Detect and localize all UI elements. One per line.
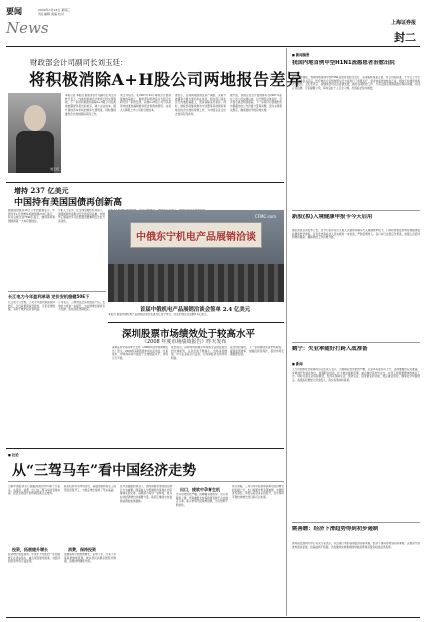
expo-caption: 首届中俄机电产品展销洽谈会签单 2.4 亿美元 <box>140 307 251 313</box>
market-headline: 深圳股票市场绩效处于较高水平 <box>122 329 256 340</box>
page-label: 封二 <box>394 31 416 44</box>
second-kicker: 增持 237 亿美元 <box>14 186 69 195</box>
editorial-col-4: 出口形势依然严峻，但降幅有望收窄。出口退税率上调、贸易融资支持等政策有助于企业稳定订单，新兴市场开拓取得进展，出口结构不断优化。 <box>176 493 228 508</box>
market-col-1: 深圳证券交易所昨日发布《2008年度市场绩效报告》显示，2008年深圳股票市场在流动性、交易成本、市场效率等方面处于全球较高水平，市场运行平稳。 <box>112 346 168 361</box>
expo-logo: 中俄东宁机电产品展销洽谈 <box>130 222 262 248</box>
sidebar-item-3-text: 人力资源和社会保障部有关负责人表示，当前就业形势依然严峻，失业率可能有所上升，各地要做好应对准备，多渠道开发就业岗位，加强职业培训，扩大就业援助范围，重点做好高校毕业生、农民工和困难群体的就业工作。同时完善失业保险制度，发挥其保障生活、预防失业、促进就业的功能，稳定就业局势，确保社会和谐稳定。各级政府要加大资金投入，落实各项扶持政策。 <box>292 368 420 383</box>
section-rule-4 <box>6 448 284 449</box>
news-wordmark: News <box>6 19 49 37</box>
sidebar-item-1-title: 我国内地首例甲型H1N1流感患者治愈出院 <box>292 60 395 66</box>
sidebar-divider-1 <box>292 210 420 211</box>
lead-photo <box>8 93 61 173</box>
market-subhead: 《2008 年度市场绩效报告》昨天发布 <box>142 339 227 345</box>
paper-name: 上海证券报 <box>390 20 416 26</box>
sidebar-item-1-text: 据卫生部通报，我国内地首例甲型H1N1流感患者经过治疗，各项指标恢复正常，符合出院标准，于今日上午出院。该患者入院后，医疗救治专家组按照诊疗方案进行了积极治疗，患者体温很快恢复正常，咽拭子检测连续两次为阴性。卫生部表示，将继续密切关注疫情发展，做好各项防控工作，与有关国家和国际组织保持沟通，共同应对疫情。专家提醒公众，保持良好个人卫生习惯，出现症状及时就医。 <box>292 76 420 91</box>
masthead <box>6 6 420 46</box>
sidebar-header: ■ 新闻摘要 <box>292 52 309 57</box>
editorial-headline: 从“三驾马车”看中国经济走势 <box>12 463 197 479</box>
divider-h-s2 <box>8 291 106 292</box>
editorial-col-2: 政府投资带动作用突出，基础设施和民生工程项目密集开工，为稳定增长提供了坚实基础。 <box>64 485 116 492</box>
masthead-rule <box>6 46 420 47</box>
photo-caption: 刘玉廷 <box>49 167 59 171</box>
sidebar-item-2-title: 新股(拟)入境健康申报卡今天启用 <box>292 214 373 220</box>
footer-rule <box>6 617 420 618</box>
masthead-meta: 2009年3月18日 星期三 <box>38 8 71 12</box>
masthead-meta-2: 责任编辑·美编·校对 <box>38 12 64 16</box>
expo-tag: CFMC.com <box>254 214 276 219</box>
section-label: 要闻 <box>6 6 22 16</box>
market-col-2: 报告指出，深圳市场的换手率和成交活跃程度位居全球前列，买卖价差不断缩小，市场深度增加，中小企业板运行良好，对实体经济支持作用明显。 <box>171 346 227 361</box>
market-col-3: 报告同时提出，下一步将继续完善市场制度，提高监管效率，加强投资者保护，促进市场长期健康发展。 <box>230 346 284 357</box>
sidebar-divider-3 <box>292 522 420 523</box>
second-col-1: 据美国财政部16日公布的数据显示，中国今年1月份增持美国国债237亿美元，持有总额达到7396亿美元，继续保持美国国债第一大持有国地位。 <box>8 209 55 224</box>
lead-col-1: 本报记者 本报讯 财政部会计司副司长刘玉廷昨日表示，内地和香港会计准则已经实现等效，下一步将积极推动消除A+H股公司在两地披露财务报告的差异，减少企业成本，提升两地资本市场的效率与透明度，同时继续推进会计准则国际趋同工作。 <box>65 94 116 116</box>
editorial-col-3: 在外需萎缩的背景下，国内消费需求的稳定增长尤为重要。随着收入分配制度改革和社会保障体系的完善，消费潜力将进一步释放，成为拉动经济增长的重要力量。政府应继续出台鼓励消费的政策措施。 <box>120 485 172 503</box>
expo-photo <box>108 210 284 302</box>
editorial-col-2b: 消费保持平稳较快增长，家电下乡、汽车下乡等政策效果显现，城乡居民消费意愿有所增强，消费结构继续升级。 <box>64 553 116 564</box>
lead-col-3: 他表示，目前两地准则在资产减值、关联方披露等少数方面仍存在差异，相关部门将在充分沟通的基础上，逐步消除这些差异。同时，财政部将继续推动与欧盟等其他国家和地区的会计准则等效工作，为中国企业走出去创造有利条件。 <box>175 94 226 116</box>
editorial-col-1: 当前中国经济运行面临的国内外环境十分复杂，从投资、消费、出口这三驾马车的表现来看，经济企稳回升的积极因素正在增多。 <box>8 485 60 496</box>
section-rule-3 <box>108 322 284 323</box>
editorial-subhead-2: 消费，保持投资 <box>68 547 96 552</box>
editorial-subhead-3: 出口，疲软中孕育生机 <box>180 487 220 492</box>
sidebar-item-3-title: 鹤宁：失业率随好打跨入战准备 <box>292 346 368 352</box>
sidebar-item-4-title: 姚善磨：经济下滑趋势得到初步遏制 <box>292 526 379 532</box>
second-col-2: 分析人士认为，在全球金融危机背景下，美国国债仍是相对安全的投资品种，中国外汇储备的多元化配置需要兼顾安全性与流动性。 <box>58 209 105 224</box>
sidebar-item-2-text: 国家质检总局发布公告，自今日起所有出入境人员须如实填写出入境健康申报卡，口岸检验检疫机构将加强体温检测和医学排查，对有发热等症状人员实施进一步检查，严防疫情传入。各口岸已完善应急预案，加强人员培训和物资储备，确保防控工作有效开展。 <box>292 229 420 240</box>
sidebar-item-4-text: 国务院发展研究中心有关专家表示，从近期公布的各项经济指标来看，经济下滑趋势得到初步遏制，企稳回升的迹象逐步显现，但基础尚不稳固，仍需继续实施积极的财政政策和适度宽松的货币政策。 <box>292 542 420 549</box>
sidebar-section-2: ■ 新闻 <box>292 361 303 366</box>
divider-v1 <box>286 48 287 616</box>
editorial-col-5: 综合来看，三驾马车中投资和消费对经济增长的贡献上升，出口拖累作用有望减弱，中国经济有望在二季度以后逐步企稳回升，全年保持平稳较快增长的目标可以实现。 <box>232 485 284 500</box>
second-sub-col-1: 长江电力公告称，公司今年盈利承诺保持稳定，分红政策保持连续性，定价安排稳健，有利于维护投资者利益。 <box>8 301 55 312</box>
second-sub-col-2: 公司表示，三峡电站全部机组投产后，发电能力将进一步提升，为业绩增长提供有力支撑，股东回报预期稳定。 <box>58 301 105 312</box>
second-headline: 中国持有美国国债再创新高 <box>14 198 123 208</box>
editorial-col-1b: 投资增长明显加快，中央扩大内需的一系列措施正在逐步落实，重点项目建设提速，对经济的拉动作用日益显现。 <box>8 553 60 564</box>
editorial-tag: ■ 社论 <box>8 452 19 457</box>
editorial-subhead-1: 投资，拓展提升增长 <box>12 547 48 552</box>
expo-caption-text: 本报讯 首届中俄机电产品展销洽谈会在黑龙江东宁举行，共签约项目总金额2.4亿美元。 <box>108 313 209 316</box>
section-rule-2 <box>6 182 284 183</box>
sidebar-divider-2 <box>292 342 420 343</box>
lead-kicker: 财政部会计司副司长刘玉廷： <box>30 58 128 67</box>
second-subhead: 长江电力今年盈利承诺 定价安机稳健50E下 <box>8 294 90 299</box>
lead-col-4: 据介绍，我国企业会计准则体系自2007年起在上市公司实施以来，运行情况总体良好，会计信息质量明显提高。下一步将针对金融危机中暴露出的公允价值计量等问题，及时完善相关规定，确保准则平稳有效实施。 <box>230 94 282 112</box>
lead-col-2: 刘玉廷指出，在2007年12月两地会计准则等效的基础上，财政部和香港有关方面正在研究进一步的安排，以便A+H股公司可以采用内地准则编制财务报告供两地使用，这将大大降低上市公司的合规成本。 <box>120 94 171 112</box>
lead-headline: 将积极消除A+H股公司两地报告差异 <box>29 70 303 89</box>
editorial-rule <box>8 481 284 482</box>
